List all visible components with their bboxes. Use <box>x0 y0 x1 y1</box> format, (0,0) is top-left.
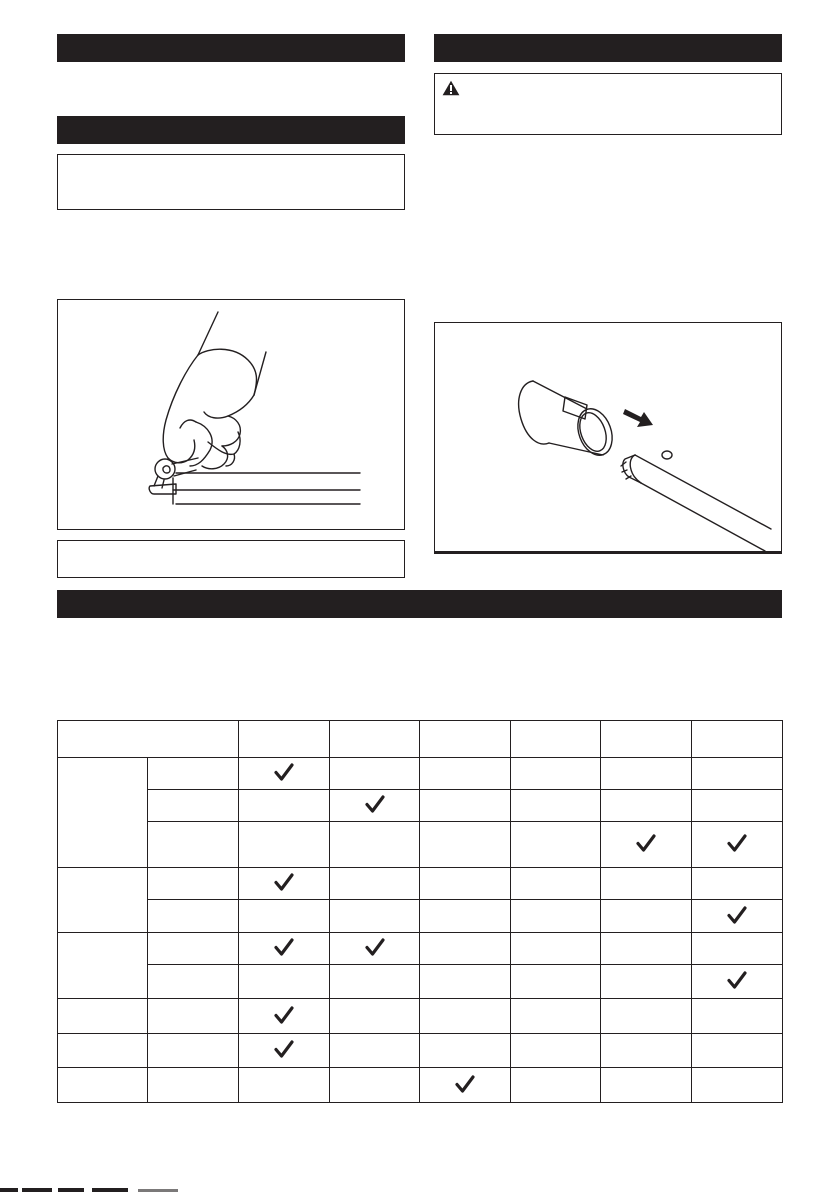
table-cell <box>511 758 601 790</box>
table-cell <box>511 868 601 900</box>
table-header-cell <box>239 721 330 758</box>
table-cell <box>601 758 692 790</box>
table-cell <box>330 999 420 1034</box>
caption-box <box>57 540 405 578</box>
checkmark-icon <box>727 913 747 928</box>
checkmark-icon <box>274 945 294 960</box>
hand-tool-illustration <box>58 300 404 529</box>
table-cell <box>330 965 420 999</box>
table-cell <box>692 933 783 965</box>
table-subgroup-cell <box>148 1034 239 1068</box>
table-cell <box>692 999 783 1034</box>
table-cell <box>239 1034 330 1068</box>
table-row <box>58 822 783 868</box>
section-header-bar <box>434 34 782 62</box>
table-row <box>58 1068 783 1103</box>
table-cell <box>601 900 692 933</box>
section-header-bar-wide <box>57 590 782 618</box>
checkmark-icon <box>274 880 294 895</box>
table-cell <box>601 822 692 868</box>
section-header-bar <box>57 34 405 62</box>
table-subgroup-cell <box>148 1068 239 1103</box>
table-cell <box>420 868 511 900</box>
table-cell <box>239 758 330 790</box>
table-cell <box>692 822 783 868</box>
table-subgroup-cell <box>148 900 239 933</box>
table-row <box>58 868 783 900</box>
table-cell <box>420 965 511 999</box>
cap-shaft-illustration <box>435 323 781 553</box>
table-cell <box>239 900 330 933</box>
table-row <box>58 965 783 999</box>
table-header-cell <box>330 721 420 758</box>
table-cell <box>330 822 420 868</box>
table-subgroup-cell <box>148 790 239 822</box>
table-cell <box>239 1068 330 1103</box>
table-cell <box>420 1034 511 1068</box>
table-cell <box>511 790 601 822</box>
table-cell <box>330 1034 420 1068</box>
table-row <box>58 999 783 1034</box>
table-cell <box>511 822 601 868</box>
table-subgroup-cell <box>148 868 239 900</box>
table-group-cell <box>58 933 148 999</box>
arrow-right-icon <box>623 409 653 427</box>
table-cell <box>692 790 783 822</box>
table-cell <box>239 965 330 999</box>
table-cell <box>239 999 330 1034</box>
checkmark-icon <box>274 1013 294 1028</box>
warning-triangle-icon <box>442 80 460 96</box>
table-cell <box>330 868 420 900</box>
table-cell <box>692 965 783 999</box>
table-cell <box>511 965 601 999</box>
note-box <box>57 154 405 210</box>
warning-box <box>434 73 782 135</box>
table-cell <box>330 790 420 822</box>
table-header-row <box>58 721 783 758</box>
table-row <box>58 758 783 790</box>
table-row <box>58 1034 783 1068</box>
table-cell <box>420 822 511 868</box>
table-subgroup-cell <box>148 933 239 965</box>
footer-strip <box>0 1186 840 1192</box>
table-cell <box>692 900 783 933</box>
table-cell <box>511 999 601 1034</box>
table-group-cell <box>58 758 148 868</box>
table-row <box>58 790 783 822</box>
table-subgroup-cell <box>148 822 239 868</box>
table-cell <box>420 790 511 822</box>
table-cell <box>330 933 420 965</box>
table-cell <box>692 1068 783 1103</box>
illustration-frame <box>57 299 405 530</box>
table-cell <box>511 933 601 965</box>
table-cell <box>601 1068 692 1103</box>
table-group-cell <box>58 999 148 1034</box>
table-cell <box>330 758 420 790</box>
table-cell <box>239 868 330 900</box>
table-header-cell <box>601 721 692 758</box>
table-cell <box>601 790 692 822</box>
table-cell <box>511 1034 601 1068</box>
compatibility-table <box>57 720 783 1103</box>
table-cell <box>330 900 420 933</box>
checkmark-icon <box>636 841 656 856</box>
table-subgroup-cell <box>148 999 239 1034</box>
table-cell <box>692 758 783 790</box>
checkmark-icon <box>274 770 294 785</box>
table-cell <box>601 999 692 1034</box>
section-header-bar <box>57 116 405 144</box>
table-row <box>58 933 783 965</box>
table-cell <box>420 758 511 790</box>
table-cell <box>239 933 330 965</box>
table-group-cell <box>58 1034 148 1068</box>
checkmark-icon <box>727 978 747 993</box>
table-header-cell <box>58 721 239 758</box>
table-header-cell <box>511 721 601 758</box>
table-cell <box>420 1068 511 1103</box>
table-header-cell <box>692 721 783 758</box>
table-cell <box>601 933 692 965</box>
table-subgroup-cell <box>148 965 239 999</box>
table-cell <box>601 868 692 900</box>
table-cell <box>692 1034 783 1068</box>
frame-bottom-rule <box>435 551 781 553</box>
table-cell <box>420 999 511 1034</box>
table-cell <box>692 868 783 900</box>
table-cell <box>239 790 330 822</box>
table-header-cell <box>420 721 511 758</box>
table-cell <box>239 822 330 868</box>
checkmark-icon <box>365 802 385 817</box>
checkmark-icon <box>455 1082 475 1097</box>
table-cell <box>601 1034 692 1068</box>
illustration-frame <box>434 322 782 554</box>
table-cell <box>330 1068 420 1103</box>
checkmark-icon <box>274 1047 294 1062</box>
table-group-cell <box>58 1068 148 1103</box>
table-cell <box>511 1068 601 1103</box>
table-cell <box>420 900 511 933</box>
checkmark-icon <box>727 841 747 856</box>
table-cell <box>601 965 692 999</box>
table-group-cell <box>58 868 148 933</box>
table-subgroup-cell <box>148 758 239 790</box>
table-cell <box>420 933 511 965</box>
table-cell <box>511 900 601 933</box>
table-row <box>58 900 783 933</box>
checkmark-icon <box>365 945 385 960</box>
